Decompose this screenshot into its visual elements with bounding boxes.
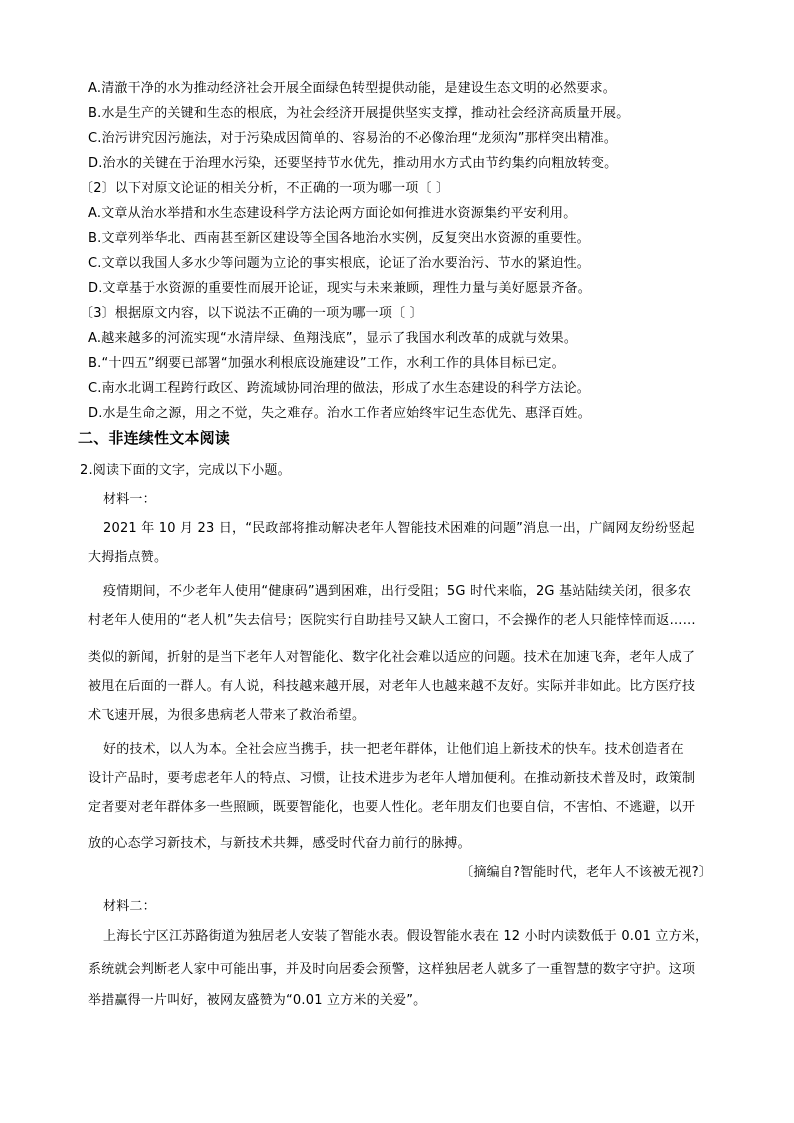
q1-option-c: C.治污讲究因污施法，对于污染成因简单的、容易治的不必像治理“龙须沟”那样突出精准。 [88, 131, 618, 146]
material2-label: 材料二： [103, 899, 156, 914]
material1-p2-line: 村老年人使用的“老人机”失去信号；医院实行自助挂号又缺人工窗口，不会操作的老人只能悻悻而返…… [88, 613, 696, 628]
q2-option-a: A.文章从治水举措和水生态建设科学方法论两方面论如何推进水资源集约平安利用。 [88, 206, 577, 221]
material1-p2-line: 类似的新闻，折射的是当下老年人对智能化、数字化社会难以适应的问题。技术在加速飞奔，老年人成了 [88, 650, 696, 665]
q2-option-c: C.文章以我国人多水少等问题为立论的事实根底，论证了治水要治污、节水的紧迫性。 [88, 256, 591, 271]
q1-option-d: D.治水的关键在于治理水污染，还要坚持节水优先，推动用水方式由节约集约向粗放转变。 [88, 156, 618, 171]
material1-p3-line: 定者要对老年群体多一些照顾，既要智能化，也要人性化。老年朋友们也要自信，不害怕、不逃避，以开 [88, 800, 696, 815]
material1-label: 材料一： [103, 492, 156, 507]
q2-stem: 〔2〕以下对原文论证的相关分析，不正确的一项为哪一项〔 〕 [80, 181, 450, 196]
q3-option-d: D.水是生命之源，用之不觉，失之难存。治水工作者应始终牢记生态优先、惠泽百姓。 [88, 406, 591, 421]
material2-line: 系统就会判断老人家中可能出事，并及时向居委会预警，这样独居老人就多了一重智慧的数字守护。这项 [88, 962, 696, 977]
material1-p2-line: 术飞速开展，为很多患病老人带来了救治希望。 [88, 708, 366, 723]
q3-option-b: B.“十四五”纲要已部署“加强水利根底设施建设”工作，水利工作的具体目标已定。 [88, 356, 565, 371]
material2-line: 上海长宁区江苏路街道为独居老人安装了智能水表。假设智能水表在 12 小时内读数低于 0.01 立方米， [103, 929, 709, 944]
q2-option-d: D.文章基于水资源的重要性而展开论证，现实与未来兼顾，理性力量与美好愿景齐备。 [88, 281, 591, 296]
material1-line: 2021 年 10 月 23 日，“民政部将推动解决老年人智能技术困难的问题”消息一出，广阔网友纷纷竖起 [103, 521, 695, 536]
q3-stem: 〔3〕根据原文内容，以下说法不正确的一项为哪一项〔 〕 [80, 306, 423, 321]
section-heading: 二、非连续性文本阅读 [78, 429, 231, 447]
material1-p2-line: 被甩在后面的一群人。有人说，科技越来越开展，对老年人也越来越不友好。实际并非如此。比方医疗技 [88, 679, 696, 694]
q1-option-b: B.水是生产的关键和生态的根底，为社会经济开展提供坚实支撑，推动社会经济高质量开展。 [88, 106, 630, 121]
material1-source: 〔摘编自?智能时代，老年人不该被无视?〕 [460, 865, 712, 880]
q3-option-c: C.南水北调工程跨行政区、跨流域协同治理的做法，形成了水生态建设的科学方法论。 [88, 381, 591, 396]
material2-line: 举措赢得一片叫好，被网友盛赞为“0.01 立方米的关爱”。 [88, 993, 427, 1008]
material1-p3-line: 好的技术，以人为本。全社会应当携手，扶一把老年群体，让他们追上新技术的快车。技术创造者在 [103, 742, 684, 757]
material1-line: 大拇指点赞。 [88, 550, 168, 565]
q1-option-a: A.清澈干净的水为推动经济社会开展全面绿色转型提供动能，是建设生态文明的必然要求。 [88, 81, 616, 96]
material1-p2-line: 疫情期间，不少老年人使用“健康码”遇到困难，出行受阻；5G 时代来临，2G 基站陆续关闭，很多农 [103, 584, 692, 599]
q2-option-b: B.文章列举华北、西南甚至新区建设等全国各地治水实例，反复突出水资源的重要性。 [88, 231, 590, 246]
material1-p3-line: 设计产品时，要考虑老年人的特点、习惯，让技术进步为老年人增加便利。在推动新技术普及时，政策制 [88, 771, 696, 786]
material1-p3-line: 放的心态学习新技术，与新技术共舞，感受时代奋力前行的脉搏。 [88, 836, 471, 851]
question-intro: 2.阅读下面的文字，完成以下小题。 [80, 463, 291, 478]
q3-option-a: A.越来越多的河流实现“水清岸绿、鱼翔浅底”，显示了我国水利改革的成就与效果。 [88, 331, 578, 346]
